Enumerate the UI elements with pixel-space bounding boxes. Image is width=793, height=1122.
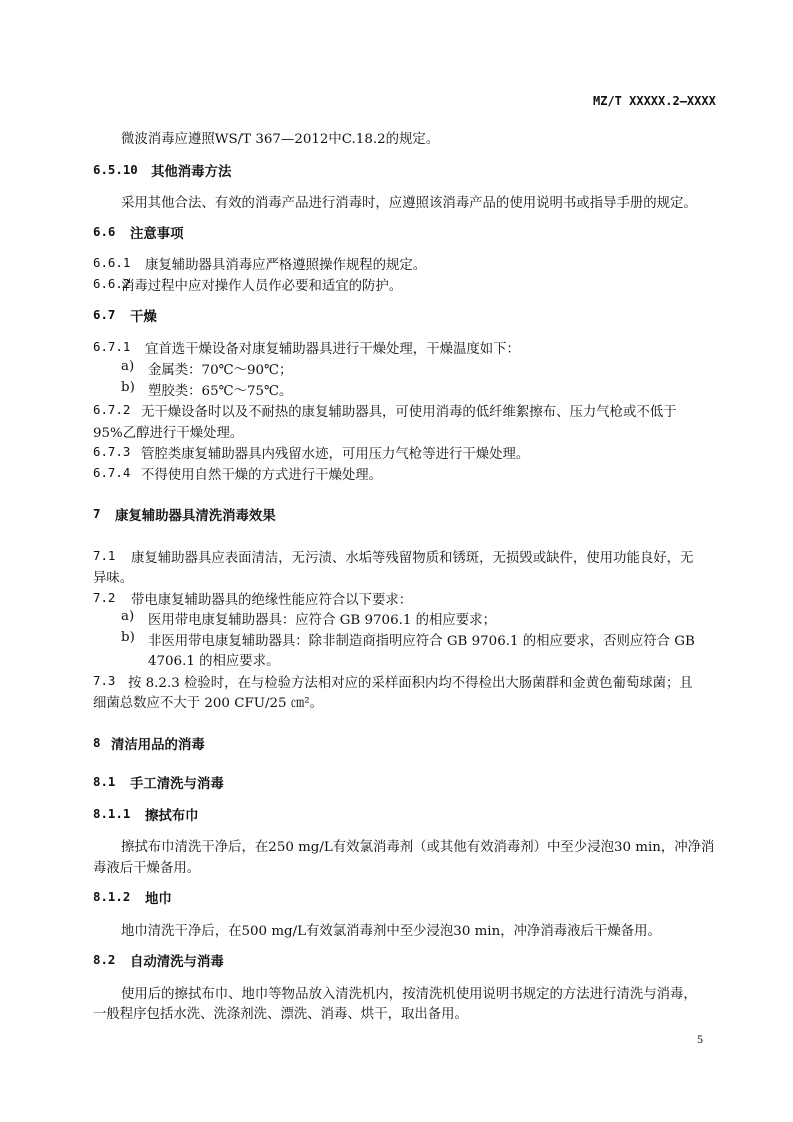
clause-text: 康复辅助器具应表面清洁，无污渍、水垢等残留物质和锈斑，无损毁或缺件，使用功能良好，无 <box>131 551 694 566</box>
list-marker: a) <box>121 359 135 374</box>
clause-number: 6.7.1 <box>93 339 131 354</box>
chapter-number: 8 <box>93 735 101 750</box>
section-number: 6.7 <box>93 307 116 322</box>
section-title: 擦拭布巾 <box>145 809 199 824</box>
clause-text: 细菌总数应不大于 200 CFU/25 ㎝²。 <box>93 696 323 711</box>
chapter-title: 清洁用品的消毒 <box>111 738 205 753</box>
section-title: 干燥 <box>130 310 157 325</box>
list-item-text: 非医用带电康复辅助器具：除非制造商指明应符合 GB 9706.1 的相应要求，否则应符合 GB <box>148 634 695 649</box>
list-item-text: 塑胶类：65℃～75℃。 <box>148 384 293 399</box>
paragraph-line: 使用后的擦拭布巾、地巾等物品放入清洗机内，按清洗机使用说明书规定的方法进行清洗与消毒， <box>121 987 697 1002</box>
clause-text: 康复辅助器具消毒应严格遵照操作规程的规定。 <box>145 258 427 273</box>
clause-text: 95%乙醇进行干燥处理。 <box>93 426 244 441</box>
clause-number: 7.3 <box>93 673 116 688</box>
clause-text: 不得使用自然干燥的方式进行干燥处理。 <box>141 468 383 483</box>
paragraph-line: 地巾清洗干净后，在500 mg/L有效氯消毒剂中至少浸泡30 min，冲净消毒液后干燥备用。 <box>121 924 661 939</box>
section-number: 6.5.10 <box>93 162 138 177</box>
clause-number: 7.2 <box>93 590 116 605</box>
page-number: 5 <box>697 1032 703 1046</box>
paragraph-line: 微波消毒应遵照WS/T 367—2012中C.18.2的规定。 <box>121 132 440 147</box>
clause-text: 消毒过程中应对操作人员作必要和适宜的防护。 <box>121 279 403 294</box>
clause-text: 带电康复辅助器具的绝缘性能应符合以下要求： <box>131 593 413 608</box>
section-title: 自动清洗与消毒 <box>130 955 224 970</box>
clause-number: 6.7.4 <box>93 465 131 480</box>
clause-number: 7.1 <box>93 548 116 563</box>
list-marker: b) <box>121 380 135 395</box>
paragraph-line: 采用其他合法、有效的消毒产品进行消毒时，应遵照该消毒产品的使用说明书或指导手册的规定。 <box>121 196 697 211</box>
list-marker: a) <box>121 609 135 624</box>
section-title: 注意事项 <box>130 227 184 242</box>
clause-number: 6.7.3 <box>93 444 131 459</box>
chapter-title: 康复辅助器具清洗消毒效果 <box>115 509 276 524</box>
clause-text: 管腔类康复辅助器具内残留水迹，可用压力气枪等进行干燥处理。 <box>141 447 530 462</box>
chapter-number: 7 <box>93 506 101 521</box>
paragraph-line: 一般程序包括水洗、洗涤剂洗、漂洗、消毒、烘干，取出备用。 <box>93 1007 468 1022</box>
list-item-text: 医用带电康复辅助器具：应符合 GB 9706.1 的相应要求； <box>148 613 496 628</box>
section-number: 8.1 <box>93 774 116 789</box>
clause-text: 按 8.2.3 检验时，在与检验方法相对应的采样面积内均不得检出大肠菌群和金黄色葡萄球菌；且 <box>128 676 693 691</box>
clause-text: 宜首选干燥设备对康复辅助器具进行干燥处理，干燥温度如下： <box>145 342 520 357</box>
clause-number: 6.7.2 <box>93 402 131 417</box>
section-number: 8.1.2 <box>93 889 131 904</box>
list-item-text: 金属类：70℃～90℃； <box>148 363 293 378</box>
list-item-text: 4706.1 的相应要求。 <box>148 654 280 669</box>
section-title: 地巾 <box>145 892 172 907</box>
clause-text: 异味。 <box>93 571 134 586</box>
clause-number: 6.6.1 <box>93 255 131 270</box>
section-number: 8.2 <box>93 952 116 967</box>
section-number: 6.6 <box>93 224 116 239</box>
document-code: MZ/T XXXXX.2—XXXX <box>593 94 716 108</box>
section-number: 8.1.1 <box>93 806 131 821</box>
paragraph-line: 擦拭布巾清洗干净后，在250 mg/L有效氯消毒剂（或其他有效消毒剂）中至少浸泡30 min，冲净消 <box>121 840 715 855</box>
section-title: 其他消毒方法 <box>151 165 232 180</box>
section-title: 手工清洗与消毒 <box>130 777 224 792</box>
paragraph-line: 毒液后干燥备用。 <box>93 861 201 876</box>
clause-number: 6.6.2 <box>93 276 131 291</box>
list-marker: b) <box>121 630 135 645</box>
clause-text: 无干燥设备时以及不耐热的康复辅助器具，可使用消毒的低纤维絮擦布、压力气枪或不低于 <box>141 405 677 420</box>
